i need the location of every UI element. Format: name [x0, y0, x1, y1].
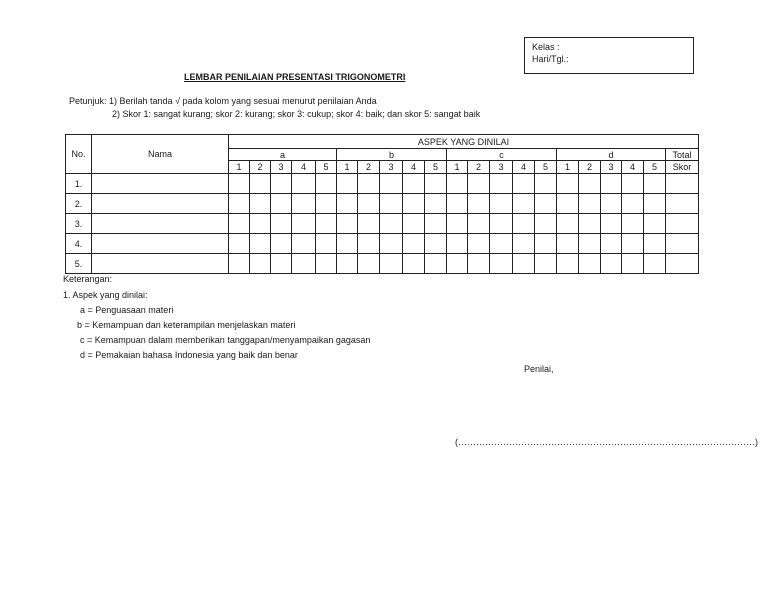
score-cell[interactable]	[490, 254, 513, 274]
score-cell[interactable]	[601, 254, 622, 274]
score-cell[interactable]	[490, 214, 513, 234]
total-score-cell[interactable]	[666, 174, 699, 194]
score-header-b-4: 4	[403, 161, 425, 174]
score-header-c-1: 1	[447, 161, 468, 174]
score-cell[interactable]	[358, 254, 380, 274]
score-cell[interactable]	[513, 174, 535, 194]
score-cell[interactable]	[513, 234, 535, 254]
score-cell[interactable]	[579, 234, 601, 254]
total-score-cell[interactable]	[666, 254, 699, 274]
nama-cell[interactable]	[92, 174, 229, 194]
score-cell[interactable]	[622, 254, 644, 274]
score-cell[interactable]	[316, 234, 337, 254]
score-cell[interactable]	[601, 234, 622, 254]
score-header-b-2: 2	[358, 161, 380, 174]
nama-cell[interactable]	[92, 194, 229, 214]
score-header-b-5: 5	[425, 161, 447, 174]
score-cell[interactable]	[292, 254, 316, 274]
score-cell[interactable]	[447, 214, 468, 234]
score-cell[interactable]	[337, 174, 358, 194]
row-number: 4.	[66, 234, 92, 254]
score-cell[interactable]	[337, 194, 358, 214]
score-cell[interactable]	[316, 194, 337, 214]
score-cell[interactable]	[425, 174, 447, 194]
score-header-a-2: 2	[250, 161, 271, 174]
score-cell[interactable]	[447, 194, 468, 214]
score-cell[interactable]	[535, 174, 557, 194]
table-row	[66, 174, 699, 194]
hari-tanggal-label: Hari/Tgl.:	[532, 54, 569, 64]
score-cell[interactable]	[601, 174, 622, 194]
score-cell[interactable]	[229, 174, 250, 194]
score-header-c-4: 4	[513, 161, 535, 174]
score-cell[interactable]	[601, 214, 622, 234]
score-cell[interactable]	[380, 234, 403, 254]
score-header-c-2: 2	[468, 161, 490, 174]
score-header-d-3: 3	[601, 161, 622, 174]
score-cell[interactable]	[644, 194, 666, 214]
score-cell[interactable]	[535, 234, 557, 254]
nama-cell[interactable]	[92, 254, 229, 274]
kelas-box	[524, 37, 694, 74]
total-score-cell[interactable]	[666, 214, 699, 234]
score-cell[interactable]	[557, 174, 579, 194]
row-number: 5.	[66, 254, 92, 274]
score-cell[interactable]	[250, 254, 271, 274]
column-header-aspek: ASPEK YANG DINILAI	[229, 135, 699, 149]
score-header-a-1: 1	[229, 161, 250, 174]
score-cell[interactable]	[358, 174, 380, 194]
score-cell[interactable]	[292, 214, 316, 234]
total-header-line2: Skor	[666, 161, 699, 174]
score-header-d-4: 4	[622, 161, 644, 174]
total-score-cell[interactable]	[666, 234, 699, 254]
score-cell[interactable]	[250, 214, 271, 234]
score-cell[interactable]	[250, 194, 271, 214]
score-header-c-5: 5	[535, 161, 557, 174]
table-row	[66, 254, 699, 274]
score-cell[interactable]	[337, 234, 358, 254]
score-cell[interactable]	[644, 254, 666, 274]
aspect-header-b: b	[337, 149, 447, 161]
score-cell[interactable]	[229, 214, 250, 234]
score-cell[interactable]	[403, 254, 425, 274]
aspect-header-a: a	[229, 149, 337, 161]
score-header-c-3: 3	[490, 161, 513, 174]
kelas-label: Kelas :	[532, 42, 560, 52]
score-header-a-3: 3	[271, 161, 292, 174]
score-cell[interactable]	[513, 254, 535, 274]
score-cell[interactable]	[292, 174, 316, 194]
score-cell[interactable]	[425, 194, 447, 214]
score-cell[interactable]	[358, 214, 380, 234]
table-row	[66, 234, 699, 254]
score-cell[interactable]	[468, 174, 490, 194]
table-row	[66, 214, 699, 234]
score-cell[interactable]	[622, 194, 644, 214]
row-number: 2.	[66, 194, 92, 214]
score-cell[interactable]	[579, 214, 601, 234]
aspect-header-c: c	[447, 149, 557, 161]
keterangan-heading: Keterangan:	[63, 274, 113, 284]
score-cell[interactable]	[468, 234, 490, 254]
score-cell[interactable]	[622, 214, 644, 234]
score-cell[interactable]	[535, 214, 557, 234]
score-cell[interactable]	[579, 254, 601, 274]
nama-cell[interactable]	[92, 214, 229, 234]
score-cell[interactable]	[557, 194, 579, 214]
score-cell[interactable]	[292, 234, 316, 254]
score-cell[interactable]	[229, 234, 250, 254]
page-title: LEMBAR PENILAIAN PRESENTASI TRIGONOMETRI	[184, 72, 406, 82]
score-cell[interactable]	[358, 234, 380, 254]
score-cell[interactable]	[601, 194, 622, 214]
score-cell[interactable]	[557, 234, 579, 254]
score-cell[interactable]	[271, 174, 292, 194]
score-cell[interactable]	[316, 174, 337, 194]
penilai-label: Penilai,	[524, 364, 554, 374]
score-cell[interactable]	[403, 234, 425, 254]
signature-line: (………………………………………………………………………………………)	[455, 437, 758, 447]
score-cell[interactable]	[316, 254, 337, 274]
instruction-line-2: 2) Skor 1: sangat kurang; skor 2: kurang; skor 3: cukup; skor 4: baik; dan skor 5: sangat baik	[112, 109, 481, 119]
score-cell[interactable]	[557, 214, 579, 234]
score-cell[interactable]	[229, 254, 250, 274]
score-cell[interactable]	[513, 214, 535, 234]
keterangan-aspect-d: d = Pemakaian bahasa Indonesia yang baik dan benar	[80, 350, 298, 360]
score-cell[interactable]	[468, 214, 490, 234]
score-cell[interactable]	[380, 214, 403, 234]
row-number: 1.	[66, 174, 92, 194]
score-cell[interactable]	[622, 174, 644, 194]
keterangan-aspect-b: b = Kemampuan dan keterampilan menjelaskan materi	[77, 320, 296, 330]
total-header-line1: Total	[666, 149, 699, 161]
score-cell[interactable]	[490, 194, 513, 214]
score-cell[interactable]	[380, 194, 403, 214]
score-header-b-3: 3	[380, 161, 403, 174]
score-cell[interactable]	[380, 254, 403, 274]
score-cell[interactable]	[271, 214, 292, 234]
score-cell[interactable]	[425, 234, 447, 254]
score-cell[interactable]	[468, 194, 490, 214]
score-cell[interactable]	[271, 254, 292, 274]
table-row	[66, 194, 699, 214]
score-cell[interactable]	[425, 254, 447, 274]
column-header-nama: Nama	[92, 135, 229, 174]
score-header-b-1: 1	[337, 161, 358, 174]
score-header-d-5: 5	[644, 161, 666, 174]
score-cell[interactable]	[644, 214, 666, 234]
instruction-line-1: Petunjuk: 1) Berilah tanda √ pada kolom yang sesuai menurut penilaian Anda	[69, 96, 377, 106]
keterangan-aspect-a: a = Penguasaan materi	[80, 305, 174, 315]
column-header-no: No.	[66, 135, 92, 174]
score-cell[interactable]	[622, 234, 644, 254]
score-cell[interactable]	[535, 254, 557, 274]
score-cell[interactable]	[316, 214, 337, 234]
score-cell[interactable]	[579, 194, 601, 214]
score-cell[interactable]	[380, 174, 403, 194]
assessment-table	[65, 134, 699, 274]
score-cell[interactable]	[447, 174, 468, 194]
score-cell[interactable]	[403, 214, 425, 234]
score-cell[interactable]	[403, 194, 425, 214]
score-cell[interactable]	[271, 194, 292, 214]
score-cell[interactable]	[337, 214, 358, 234]
score-header-d-2: 2	[579, 161, 601, 174]
score-cell[interactable]	[579, 174, 601, 194]
score-cell[interactable]	[403, 174, 425, 194]
score-cell[interactable]	[490, 174, 513, 194]
keterangan-item-1: 1. Aspek yang dinilai:	[63, 290, 148, 300]
score-cell[interactable]	[229, 194, 250, 214]
nama-cell[interactable]	[92, 234, 229, 254]
score-cell[interactable]	[490, 234, 513, 254]
score-cell[interactable]	[358, 194, 380, 214]
total-score-cell[interactable]	[666, 194, 699, 214]
score-cell[interactable]	[271, 234, 292, 254]
score-header-d-1: 1	[557, 161, 579, 174]
score-cell[interactable]	[292, 194, 316, 214]
score-cell[interactable]	[468, 254, 490, 274]
keterangan-aspect-c: c = Kemampuan dalam memberikan tanggapan/menyampaikan gagasan	[80, 335, 371, 345]
score-cell[interactable]	[250, 234, 271, 254]
score-cell[interactable]	[644, 174, 666, 194]
aspect-header-d: d	[557, 149, 666, 161]
score-header-a-5: 5	[316, 161, 337, 174]
score-cell[interactable]	[535, 194, 557, 214]
score-cell[interactable]	[447, 254, 468, 274]
score-cell[interactable]	[644, 234, 666, 254]
score-cell[interactable]	[447, 234, 468, 254]
row-number: 3.	[66, 214, 92, 234]
score-cell[interactable]	[337, 254, 358, 274]
score-cell[interactable]	[425, 214, 447, 234]
score-cell[interactable]	[513, 194, 535, 214]
score-header-a-4: 4	[292, 161, 316, 174]
score-cell[interactable]	[250, 174, 271, 194]
score-cell[interactable]	[557, 254, 579, 274]
